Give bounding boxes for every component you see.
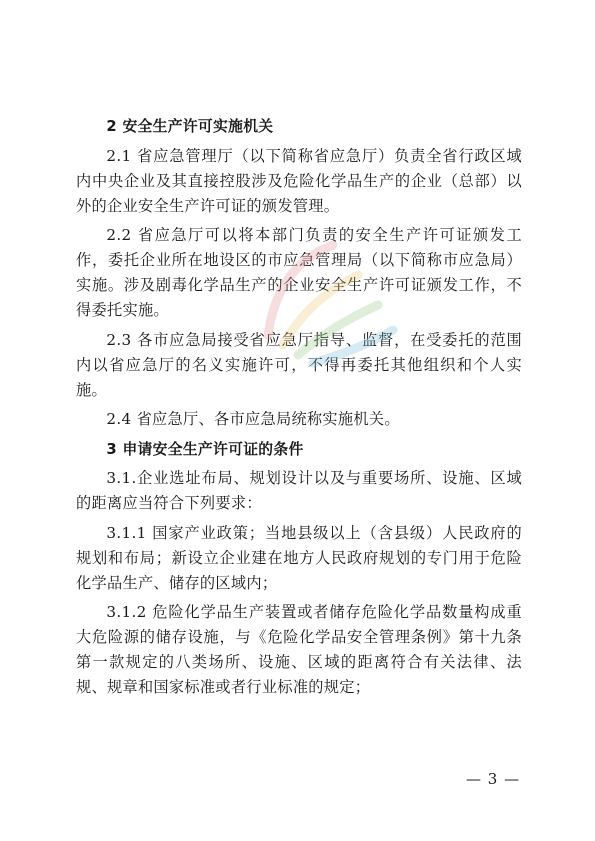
page-number: — 3 — (466, 770, 521, 788)
paragraph-3-1: 3.1.企业选址布局、规划设计以及与重要场所、设施、区域的距离应当符合下列要求： (76, 469, 522, 512)
paragraph-2-2: 2.2 省应急厅可以将本部门负责的安全生产许可证颁发工作，委托企业所在地设区的市应急管理局（以下简称市应急局）实施。涉及剧毒化学品生产的企业安全生产许可证颁发工作，不得委托实施。 (76, 226, 522, 319)
section-heading-2: 2 安全生产许可实施机关 (106, 118, 274, 135)
paragraph-3-1-2: 3.1.2 危险化学品生产装置或者储存危险化学品数量构成重大危险源的储存设施，与《危险化学品安全管理条例》第十九条第一款规定的八类场所、设施、区域的距离符合有关法律、法规、规章和国家标准或者行业标准的规定； (76, 603, 522, 696)
paragraph-2-4: 2.4 省应急厅、各市应急局统称实施机关。 (106, 410, 400, 428)
paragraph-2-3: 2.3 各市应急局接受省应急厅指导、监督，在受委托的范围内以省应急厅的名义实施许可，不得再委托其他组织和个人实施。 (76, 330, 522, 399)
paragraph-3-1-1: 3.1.1 国家产业政策；当地县级以上（含县级）人民政府的规划和布局；新设立企业建在地方人民政府规划的专门用于危险化学品生产、储存的区域内； (76, 523, 522, 592)
section-heading-3: 3 申请安全生产许可证的条件 (106, 440, 304, 458)
paragraph-2-1: 2.1 省应急管理厅（以下简称省应急厅）负责全省行政区域内中央企业及其直接控股涉及危险化学品生产的企业（总部）以外的企业安全生产许可证的颁发管理。 (76, 146, 522, 215)
document-body (76, 114, 522, 705)
